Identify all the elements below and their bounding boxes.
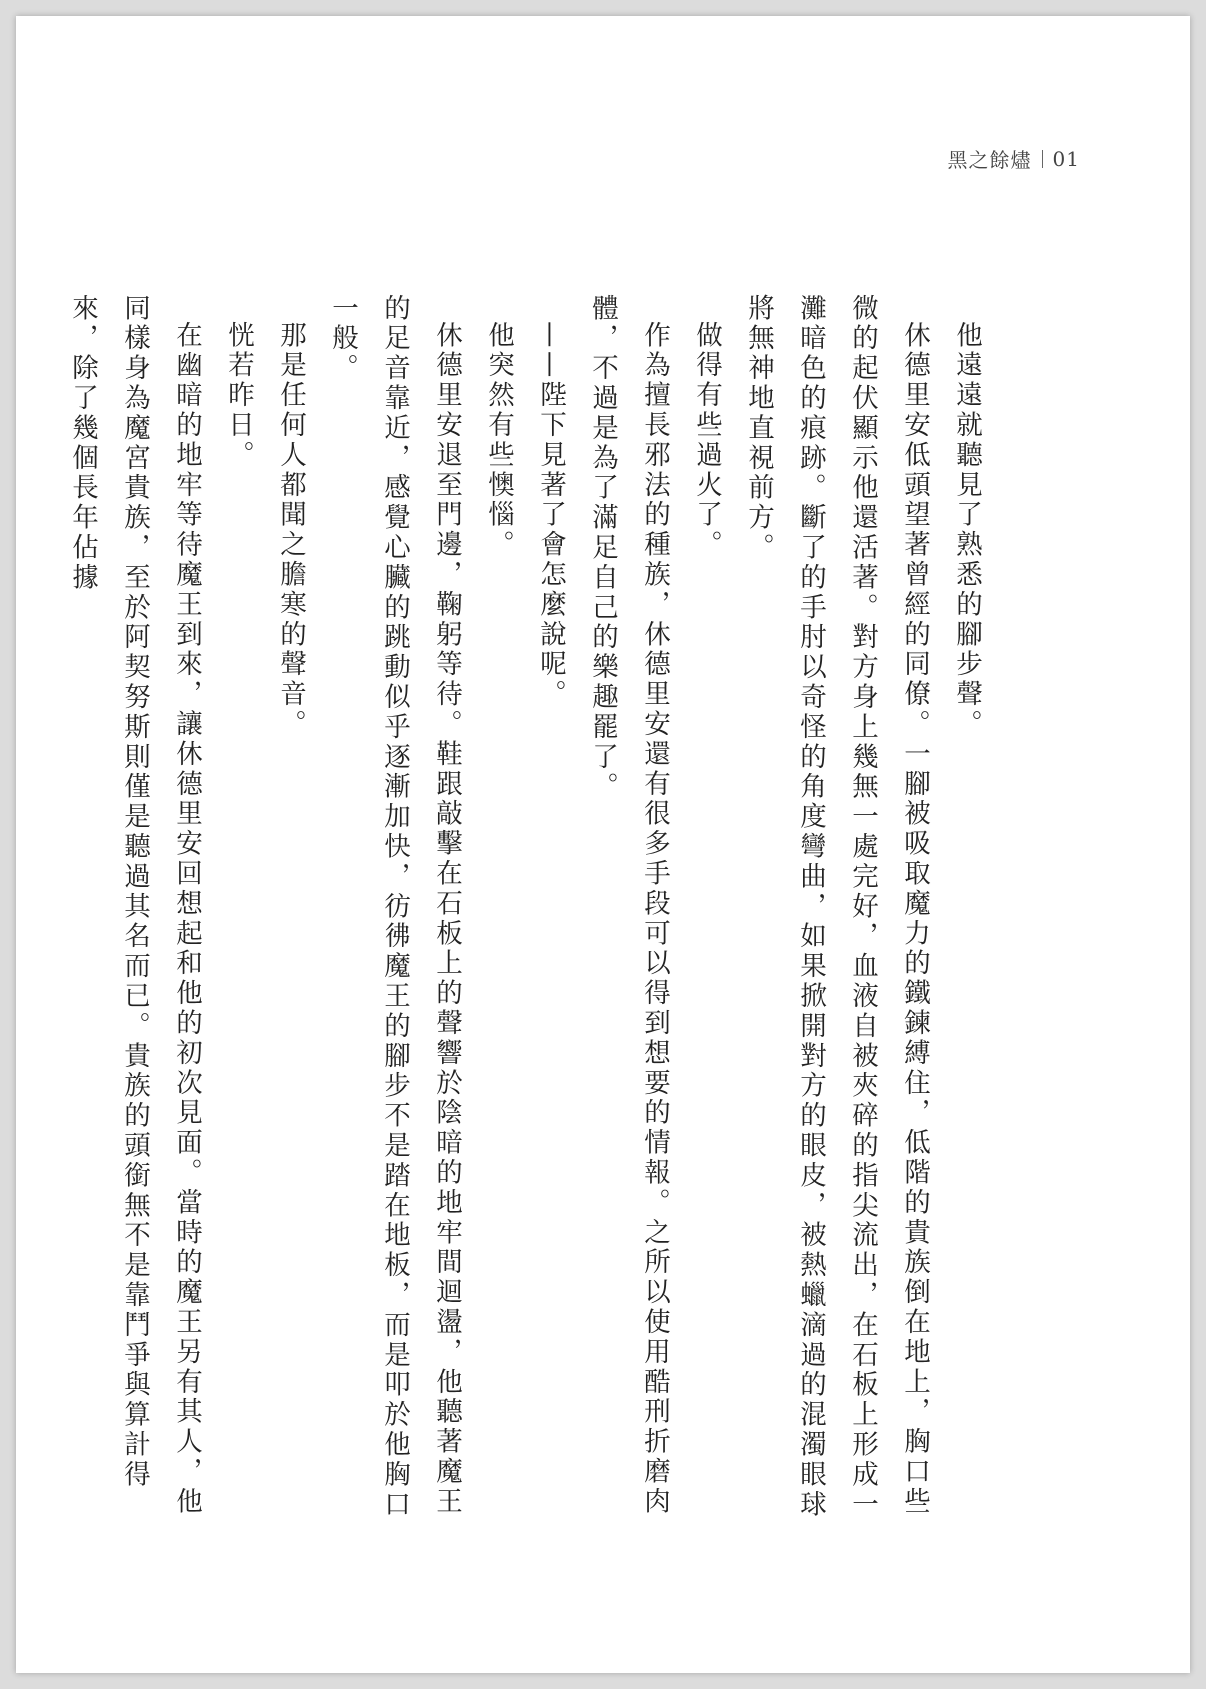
paragraph: 他遠遠就聽見了熟悉的腳步聲。 xyxy=(951,320,982,740)
paragraph: 他突然有些懊惱。 xyxy=(483,320,514,560)
book-title: 黑之餘燼 xyxy=(947,148,1032,172)
paragraph: 在幽暗的地牢等待魔王到來，讓休德里安回想起和他的初次見面。當時的魔王另有其人，他同樣身為魔宮貴族，至於阿契努斯則僅是聽過其名而已。貴族的頭銜無不是靠鬥爭與算計得來，除了幾個長年佔據 xyxy=(67,294,202,1517)
header-divider xyxy=(1042,150,1043,168)
paragraph: 休德里安退至門邊，鞠躬等待。鞋跟敲擊在石板上的聲響於陰暗的地牢間迴盪，他聽著魔王的足音靠近，感覺心臟的跳動似乎逐漸加快，彷彿魔王的腳步不是踏在地板，而是叩於他胸口一般。 xyxy=(327,294,462,1520)
paragraph: 作為擅長邪法的種族，休德里安還有很多手段可以得到想要的情報。之所以使用酷刑折磨肉體，不過是為了滿足自己的樂趣罷了。 xyxy=(587,294,670,1517)
book-page xyxy=(16,16,1190,1673)
paragraph: 休德里安低頭望著曾經的同僚。一腳被吸取魔力的鐵鍊縛住，低階的貴族倒在地上，胸口些微的起伏顯示他還活著。對方身上幾無一處完好，血液自被夾碎的指尖流出，在石板上形成一灘暗色的痕跡。斷了的手肘以奇怪的角度彎曲，如果掀開對方的眼皮，被熱蠟滴過的混濁眼球將無神地直視前方。 xyxy=(743,294,930,1520)
paragraph: 那是任何人都聞之膽寒的聲音。 xyxy=(275,320,306,740)
body-text xyxy=(56,294,992,1524)
chapter-number: 01 xyxy=(1052,146,1080,171)
paragraph: 恍若昨日。 xyxy=(223,320,254,470)
running-head xyxy=(948,144,1080,173)
paragraph: ——陛下見著了會怎麼說呢。 xyxy=(535,320,566,710)
paragraph: 做得有些過火了。 xyxy=(691,320,722,560)
